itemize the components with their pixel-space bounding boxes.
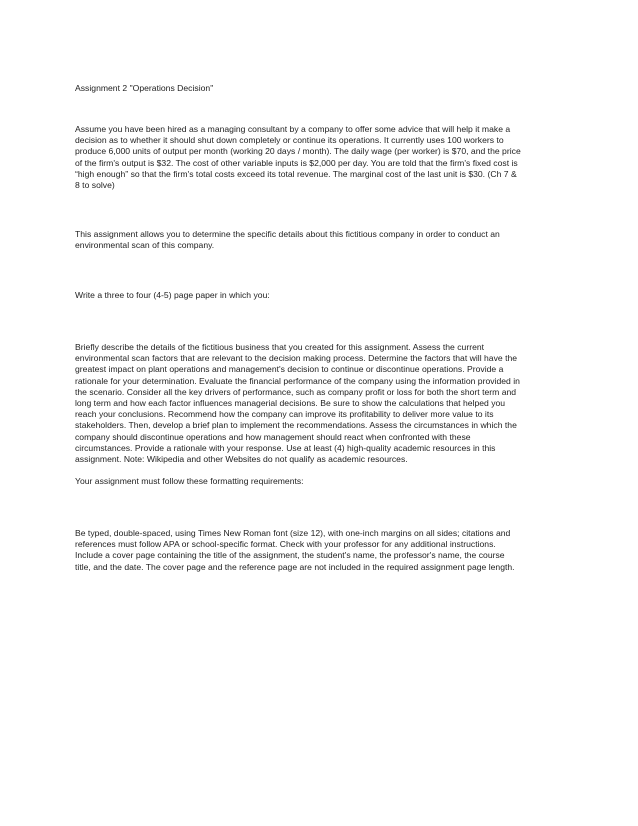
paragraph-line: environmental scan of this company. [75,240,215,251]
scenario-paragraph [75,124,565,191]
paragraph-line: stakeholders. Then, develop a brief plan to implement the recommendations. Assess the circumstances in which the [75,420,517,431]
paragraph-line: Write a three to four (4-5) page paper in which you: [75,290,270,300]
paragraph-line: rationale for your determination. Evaluate the financial performance of the company using the information provided in [75,375,520,386]
document-title [75,83,565,94]
formatting-requirements-paragraph [75,528,565,573]
paragraph-line: decision as to whether it should shut down completely or continue its operations. It currently uses 100 workers to [75,135,504,146]
paragraph-line: greatest impact on plant operations and management's decision to continue or discontinue operations. Provide a [75,364,504,375]
paragraph-line: produce 6,000 units of output per month (working 20 days / month). The daily wage (per worker) is $70, and the price [75,146,521,157]
formatting-intro-paragraph [75,476,565,487]
paragraph-line: reach your conclusions. Recommend how the company can improve its profitability to deliver more value to its [75,409,494,420]
paragraph-line: This assignment allows you to determine the specific details about this fictitious company in order to conduct an [75,229,500,239]
title-text: Assignment 2 "Operations Decision" [75,83,214,93]
paragraph-line: of the firm's output is $32. The cost of other variable inputs is $2,000 per day. You are told that the firm's fixed cost is [75,157,518,168]
paragraph-line: long term and how each factor influences managerial decisions. Be sure to show the calculations that helped you [75,398,506,409]
paragraph-line: environmental scan factors that are relevant to the decision making process. Determine the factors that will have the [75,353,518,364]
paragraph-line: Be typed, double-spaced, using Times New Roman font (size 12), with one-inch margins on all sides; citations and [75,528,511,538]
paragraph-line: Include a cover page containing the title of the assignment, the student's name, the professor's name, the course [75,550,505,561]
paragraph-line: 8 to solve) [75,180,115,191]
paragraph-line: company should discontinue operations and how management should react when confronted with these [75,431,471,442]
paragraph-line: references must follow APA or school-specific format. Check with your professor for any additional instructions. [75,539,496,550]
requirements-paragraph [75,342,565,465]
paragraph-line: Briefly describe the details of the fictitious business that you created for this assignment. Assess the current [75,342,485,352]
paragraph-line: assignment. Note: Wikipedia and other Websites do not qualify as academic resources. [75,454,408,465]
paragraph-line: “high enough” so that the firm's total costs exceed its total revenue. The marginal cost of the last unit is $30. (Ch 7 & [75,168,517,179]
purpose-paragraph [75,229,565,251]
paragraph-line: Assume you have been hired as a managing consultant by a company to offer some advice that will help it make a [75,124,511,134]
paragraph-line: the scenario. Consider all the key drivers of performance, such as company profit or loss for both the short term and [75,386,517,397]
paragraph-line: Your assignment must follow these formatting requirements: [75,476,304,486]
paragraph-line: circumstances. Provide a rationale with your response. Use at least (4) high-quality academic resources in this [75,442,496,453]
instruction-paragraph [75,290,565,301]
paragraph-line: title, and the date. The cover page and the reference page are not included in the required assignment page length. [75,561,515,572]
